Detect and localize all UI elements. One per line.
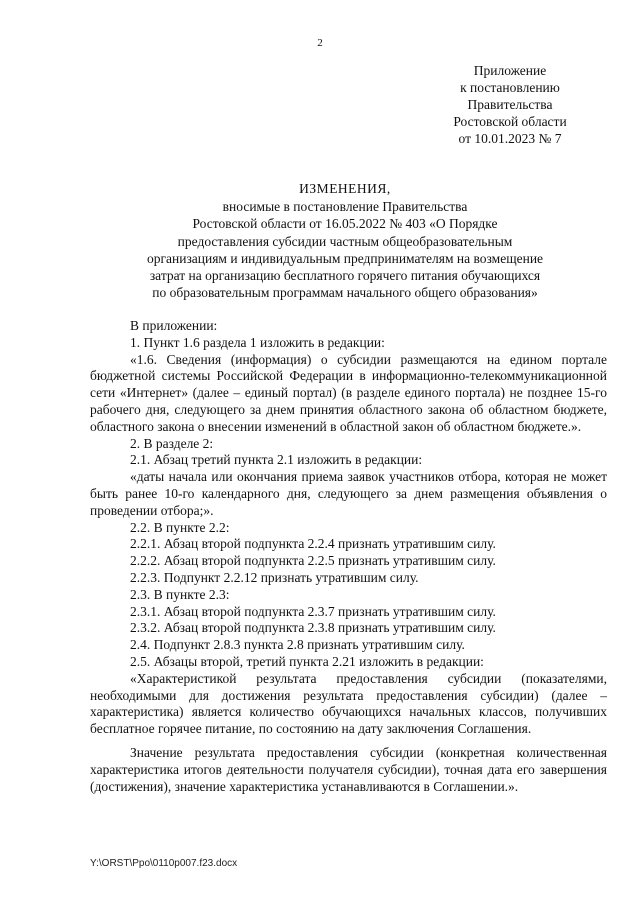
- file-path-footer: Y:\ORST\Ppo\0110p007.f23.docx: [90, 858, 238, 869]
- appendix-line: к постановлению: [460, 80, 560, 95]
- paragraph: 2.4. Подпункт 2.8.3 пункта 2.8 признать утратившим силу.: [130, 637, 465, 653]
- paragraph: 2.3.2. Абзац второй подпункта 2.3.8 признать утратившим силу.: [130, 620, 496, 636]
- paragraph: 2.2.3. Подпункт 2.2.12 признать утратившим силу.: [130, 569, 419, 585]
- appendix-line: Ростовской области: [453, 114, 567, 129]
- heading-line: по образовательным программам начального общего образования»: [152, 285, 538, 301]
- paragraph: Значение результата предоставления субсидии (конкретная количественная характеристика итогов деятельности получателя субсидии), точная дата его завершения (достижения), значение характеристика устанавливаются в Соглашении.».: [90, 744, 607, 794]
- page-number: 2: [317, 37, 323, 49]
- document-heading: [95, 180, 595, 301]
- heading-line: затрат на организацию бесплатного горячего питания обучающихся: [149, 268, 541, 284]
- paragraph: 2.3. В пункте 2.3:: [130, 586, 230, 602]
- appendix-block: [430, 62, 590, 147]
- paragraph: «даты начала или окончания приема заявок участников отбора, которая не может быть ранее 10-го календарного дня, следующего за днем размещения объявления о проведении отбора;».: [90, 469, 607, 518]
- heading-line: вносимые в постановление Правительства: [222, 199, 468, 215]
- paragraph: «Характеристикой результата предоставления субсидии (показателями, необходимыми для достижения результата предоставления субсидии) (далее – характеристика) является количество обучающихся начальных классов, получивших бесплатное горячее питание, по состоянию на дату заключения Соглашения.: [90, 670, 607, 737]
- paragraph: 2. В разделе 2:: [130, 435, 214, 451]
- paragraph: 1. Пункт 1.6 раздела 1 изложить в редакции:: [130, 334, 385, 350]
- paragraph: 2.2.2. Абзац второй подпункта 2.2.5 признать утратившим силу.: [130, 553, 496, 569]
- paragraph: 2.2. В пункте 2.2:: [130, 519, 230, 535]
- appendix-line: от 10.01.2023 № 7: [458, 131, 562, 146]
- heading-line: Ростовской области от 16.05.2022 № 403 «О Порядке: [192, 216, 498, 232]
- paragraph: «1.6. Сведения (информация) о субсидии размещаются на едином портале бюджетной системы Российской Федерации в информационно-телекоммуникационной сети «Интернет» (далее – единый портал) (в разделе единого портала) не позднее 15-го рабочего дня, следующего за днем принятия областного закона об областном бюджете, областного закона о внесении изменений в областной закон об областном бюджете.».: [90, 351, 607, 434]
- paragraph: 2.1. Абзац третий пункта 2.1 изложить в редакции:: [130, 452, 423, 468]
- appendix-line: Правительства: [467, 97, 553, 112]
- paragraph: 2.2.1. Абзац второй подпункта 2.2.4 признать утратившим силу.: [130, 536, 496, 552]
- paragraph: 2.3.1. Абзац второй подпункта 2.3.7 признать утратившим силу.: [130, 603, 496, 619]
- paragraph: 2.5. Абзацы второй, третий пункта 2.21 изложить в редакции:: [130, 653, 484, 669]
- document-body: [90, 318, 607, 795]
- heading-line: предоставления субсидии частным общеобразовательным: [177, 233, 513, 249]
- paragraph: В приложении:: [130, 318, 218, 333]
- appendix-line: Приложение: [473, 63, 547, 78]
- heading-line: организациям и индивидуальным предпринимателям на возмещение: [146, 250, 544, 266]
- heading-title: ИЗМЕНЕНИЯ,: [299, 181, 391, 196]
